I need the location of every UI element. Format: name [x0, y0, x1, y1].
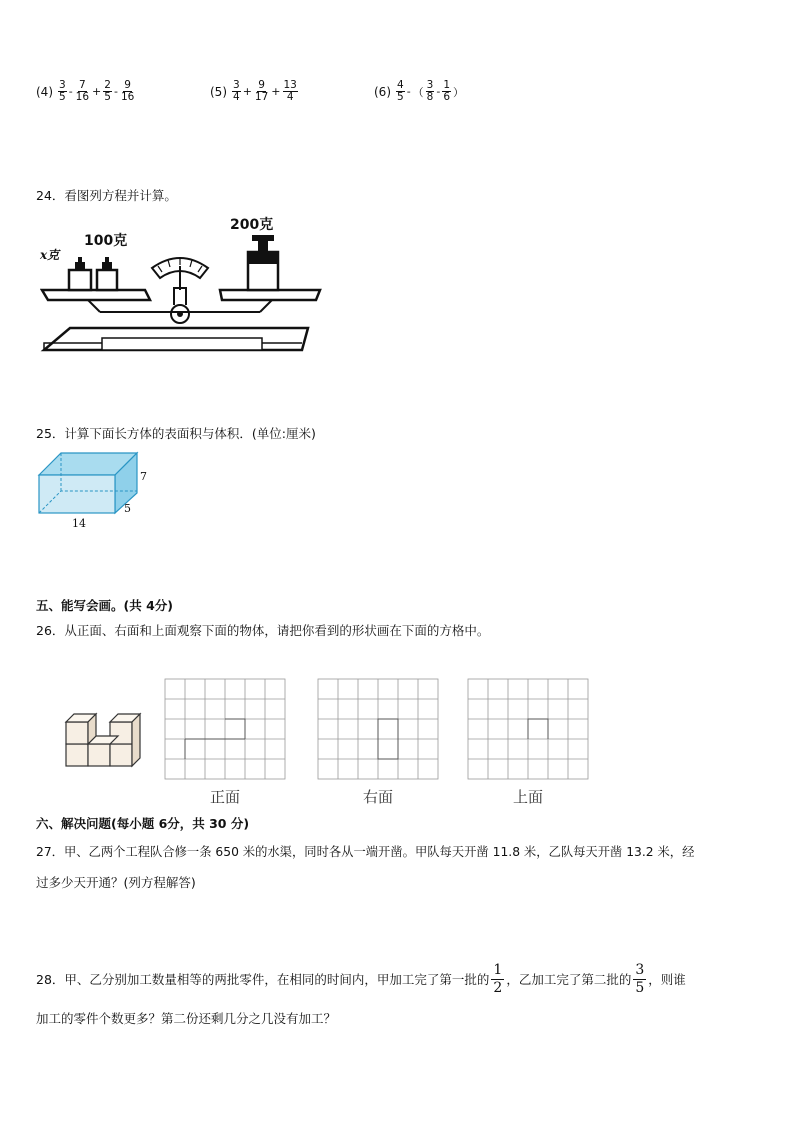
operator: +	[242, 85, 252, 98]
question-24-text: 24．看图列方程并计算。	[36, 188, 177, 203]
question-28-line1	[36, 962, 686, 997]
expr-label: (5)	[210, 84, 227, 99]
section-5-title: 五、能写会画。(共 4分)	[36, 598, 173, 613]
balance-scale-figure	[40, 210, 325, 358]
operator: -	[406, 85, 411, 98]
question-25-text: 25．计算下面长方体的表面积与体积．(单位:厘米)	[36, 426, 316, 441]
weight-label-x: x克	[40, 248, 60, 262]
expr-label: (4)	[36, 84, 53, 99]
fraction: $\frac{9}{17}$	[254, 79, 269, 103]
fraction: $\frac{1}{2}$	[493, 962, 503, 996]
operator: -	[68, 85, 73, 98]
fraction: $\frac{3}{5}$	[59, 79, 66, 103]
dim-length: 14	[72, 517, 86, 530]
operator: +	[92, 85, 102, 98]
fraction: $\frac{9}{16}$	[120, 79, 135, 103]
question-28-part2: ，乙加工完了第二批的	[506, 971, 632, 987]
fraction: $\frac{1}{6}$	[443, 79, 451, 103]
operator: -	[113, 85, 118, 98]
grid-top-squares	[467, 678, 589, 780]
dim-height: 7	[140, 470, 147, 483]
expr-6	[374, 80, 465, 103]
fraction: $\frac{3}{8}$	[426, 79, 434, 103]
cuboid-figure	[36, 450, 156, 535]
fraction: $\frac{3}{4}$	[233, 79, 240, 103]
balance-scale-icon	[40, 210, 325, 358]
question-28-part3: ，则谁	[648, 971, 686, 987]
fraction: $\frac{2}{5}$	[104, 79, 111, 103]
operator: +	[271, 85, 281, 98]
operator: -	[436, 85, 441, 98]
expr-4	[36, 80, 136, 103]
block-object	[62, 710, 142, 770]
expr-5	[210, 80, 299, 103]
section-6-title: 六、解决问题(每小题 6分，共 30 分)	[36, 816, 250, 831]
cuboid-icon	[36, 450, 156, 535]
grid-right-squares	[317, 678, 439, 780]
fraction: $\frac{7}{16}$	[75, 79, 90, 103]
grid-front-squares	[164, 678, 286, 780]
paren-open: （	[412, 85, 424, 99]
weight-label-100: 100克	[84, 233, 128, 249]
fraction: $\frac{13}{4}$	[283, 79, 297, 103]
grid-top[interactable]	[467, 678, 589, 807]
grid-label-front: 正面	[209, 788, 240, 806]
grid-right[interactable]	[317, 678, 439, 807]
fraction: $\frac{4}{5}$	[397, 79, 404, 103]
weight-label-200: 200克	[230, 217, 274, 233]
question-27-line1: 27．甲、乙两个工程队合修一条 650 米的水渠，同时各从一端开凿。甲队每天开凿 11.8 米，乙队每天开凿 13.2 米，经	[36, 845, 695, 859]
question-28-part1: 28．甲、乙分别加工数量相等的两批零件，在相同的时间内，甲加工完了第一批的	[36, 971, 490, 987]
question-28-line2: 加工的零件个数更多？第二份还剩几分之几没有加工？	[36, 1011, 337, 1026]
grid-label-right: 右面	[362, 788, 393, 806]
question-26-text: 26．从正面、右面和上面观察下面的物体，请把你看到的形状画在下面的方格中。	[36, 623, 490, 638]
dim-width: 5	[124, 502, 131, 515]
blocks-icon	[62, 710, 142, 770]
question-27-line2: 过多少天开通？(列方程解答)	[36, 875, 196, 890]
grid-label-top: 上面	[512, 788, 543, 806]
grid-front[interactable]	[164, 678, 286, 807]
fraction: $\frac{3}{5}$	[635, 962, 645, 996]
expr-label: (6)	[374, 84, 391, 99]
paren-close: ）	[453, 85, 465, 99]
